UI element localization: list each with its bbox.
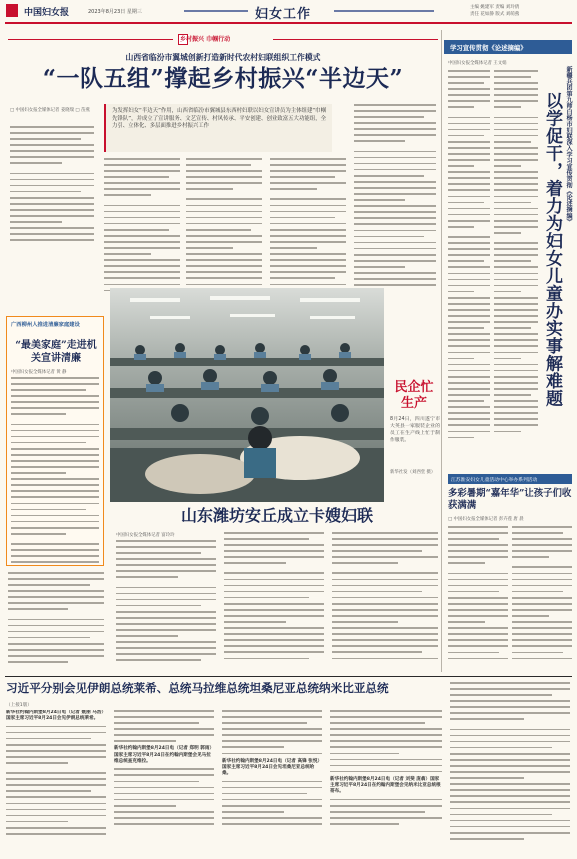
bottom-dateline: （上接1版） bbox=[6, 703, 32, 708]
column-divider-right bbox=[441, 30, 442, 672]
jiangsu-byline: □ 中国妇女报全媒体记者 彭卉莲 唐 晨 bbox=[448, 517, 524, 522]
photo-credit: 新华社发（刘西堂 摄） bbox=[390, 470, 436, 475]
bottom-block-3 bbox=[222, 710, 322, 854]
photo-caption: 8月24日，四川遂宁市大英县一家服装企业的员工在生产线上忙于制作服装。 bbox=[390, 417, 440, 443]
factory-photo bbox=[110, 288, 384, 502]
bottom-article bbox=[6, 680, 572, 856]
title-rule-right bbox=[334, 10, 434, 12]
bottom-block-1-lead: 新华社约翰内斯堡8月24日电（记者 姚丽 马浩）国家主席习近平8月24日会见伊朗总统莱希。 bbox=[6, 710, 104, 722]
jiangsu-headline: 多彩暑期“嘉年华”让孩子们收获满满 bbox=[448, 488, 572, 511]
top-body-col-5 bbox=[354, 104, 436, 306]
top-body-col-1 bbox=[10, 126, 94, 250]
bottom-block-2-lead: 新华社约翰内斯堡8月24日电（记者 郑明 郭雨）国家主席习近平8月24日在约翰内斯堡会见马拉维总统查克维拉。 bbox=[114, 746, 212, 765]
box-byline: 中国妇女报全媒体记者 黄 静 bbox=[11, 370, 67, 375]
bottom-block-4-lead: 新华社约翰内斯堡8月24日电（记者 刘斐 庞翕）国家主席习近平8月24日在约翰内斯堡会见纳米比亚总统根哥布。 bbox=[330, 776, 441, 795]
issue-date: 2023年8月23日 星期三 bbox=[88, 9, 142, 15]
bottom-block-3-pre bbox=[222, 710, 322, 754]
box-headline: “最美家庭”走进机关宣讲清廉 bbox=[15, 340, 97, 364]
summary-text: 为发挥妇女“半边天”作用，山西省临汾市翼城县东西村妇联以妇女宣讲员为主体组建“巾帼先锋队”，并成立了宣讲服务、文艺宣传、村风传承、平安创建、创业致富五大功能组，全力引、立体化、多层面推进乡村振兴工作 bbox=[112, 108, 326, 130]
bottom-block-4 bbox=[330, 710, 442, 854]
right-body-col-2 bbox=[494, 70, 538, 470]
bottom-block-3-body bbox=[222, 781, 322, 825]
top-article bbox=[8, 28, 438, 310]
left-body-continuation bbox=[8, 572, 104, 672]
bottom-block-2 bbox=[114, 710, 214, 854]
mid-body-col-1 bbox=[116, 540, 216, 670]
right-column bbox=[444, 40, 574, 472]
box-kicker: 广西柳州人推进清廉家庭建设 bbox=[11, 322, 80, 328]
top-body-col-2 bbox=[104, 158, 180, 306]
kicker-line-left bbox=[8, 39, 173, 40]
mid-byline: 中国妇女报全媒体记者 富玲玲 bbox=[116, 533, 175, 538]
bottom-block-3-lead: 新华社约翰内斯堡8月24日电（记者 高锋 张悦）国家主席习近平8月24日会见坦桑尼亚总统哈桑。 bbox=[222, 758, 320, 777]
masthead-rule bbox=[5, 22, 572, 24]
bottom-block-1 bbox=[6, 710, 106, 854]
mid-body-col-2 bbox=[224, 532, 324, 670]
title-rule bbox=[184, 10, 248, 12]
right-subhead: 新疆兵团第九师白杨市妇联深入学习宣传贯彻《论述摘编》 bbox=[565, 66, 572, 225]
photo-label: 民企忙生产 bbox=[394, 380, 434, 411]
bottom-right-body bbox=[450, 682, 570, 854]
factory-photo-graphic bbox=[110, 288, 384, 502]
bottom-headline: 习近平分别会见伊朗总统莱希、总统马拉维总统坦桑尼亚总统纳米比亚总统 bbox=[6, 681, 389, 695]
right-body-col-1 bbox=[448, 70, 490, 470]
mid-headline: 山东潍坊安丘成立卡嫂妇联 bbox=[180, 506, 373, 525]
article-subtitle: 山西省临汾市翼城创新打造新时代农村妇联组织工作模式 bbox=[125, 53, 321, 62]
top-body-col-3 bbox=[186, 158, 262, 306]
masthead bbox=[0, 0, 577, 24]
column-label: 学习宣传贯彻《论述摘编》 bbox=[450, 44, 527, 52]
bottom-block-2-body bbox=[114, 768, 214, 824]
mid-body-col-3 bbox=[332, 532, 438, 670]
right-headline: 以学促干，着力为妇女儿童办实事解难题 bbox=[542, 92, 562, 407]
editors-line-1: 主编 姚建军 责编 刘玲倩 bbox=[470, 5, 520, 10]
box-body bbox=[11, 377, 99, 563]
editors-line-2: 责任 花如静 版式 刘萌燕 bbox=[470, 12, 520, 17]
mid-article bbox=[110, 504, 444, 674]
bottom-block-2-pre bbox=[114, 710, 214, 742]
article-headline: “一队五组”撑起乡村振兴“半边天” bbox=[42, 65, 404, 92]
article-byline: □ 中国妇女报全媒体记者 姜晓瑞 □ 苗燕 bbox=[10, 108, 90, 113]
top-body-col-4 bbox=[270, 158, 346, 306]
page-title: 妇女工作 bbox=[255, 7, 312, 22]
right-byline: 中国妇女报全媒体记者 王文娟 bbox=[448, 61, 507, 66]
bottom-block-4-pre bbox=[330, 710, 442, 772]
bottom-block-4-body bbox=[330, 799, 442, 825]
kicker-line-right bbox=[273, 39, 438, 40]
kicker-text: 乡村振兴 巾帼行动 bbox=[180, 36, 231, 43]
jiangsu-article bbox=[448, 474, 574, 674]
jiangsu-kicker: 江苏淮安妇女儿童活动中心举办系列活动 bbox=[451, 478, 538, 483]
left-feature-box bbox=[6, 316, 104, 566]
summary-box bbox=[104, 104, 332, 152]
newspaper-logo: 中国妇女报 bbox=[24, 8, 70, 18]
jiangsu-body-col-1 bbox=[448, 526, 508, 672]
bottom-rule-top bbox=[5, 676, 572, 677]
jiangsu-body-col-2 bbox=[512, 526, 572, 672]
page-number-box bbox=[6, 4, 18, 17]
bottom-block-1-body bbox=[6, 726, 106, 835]
